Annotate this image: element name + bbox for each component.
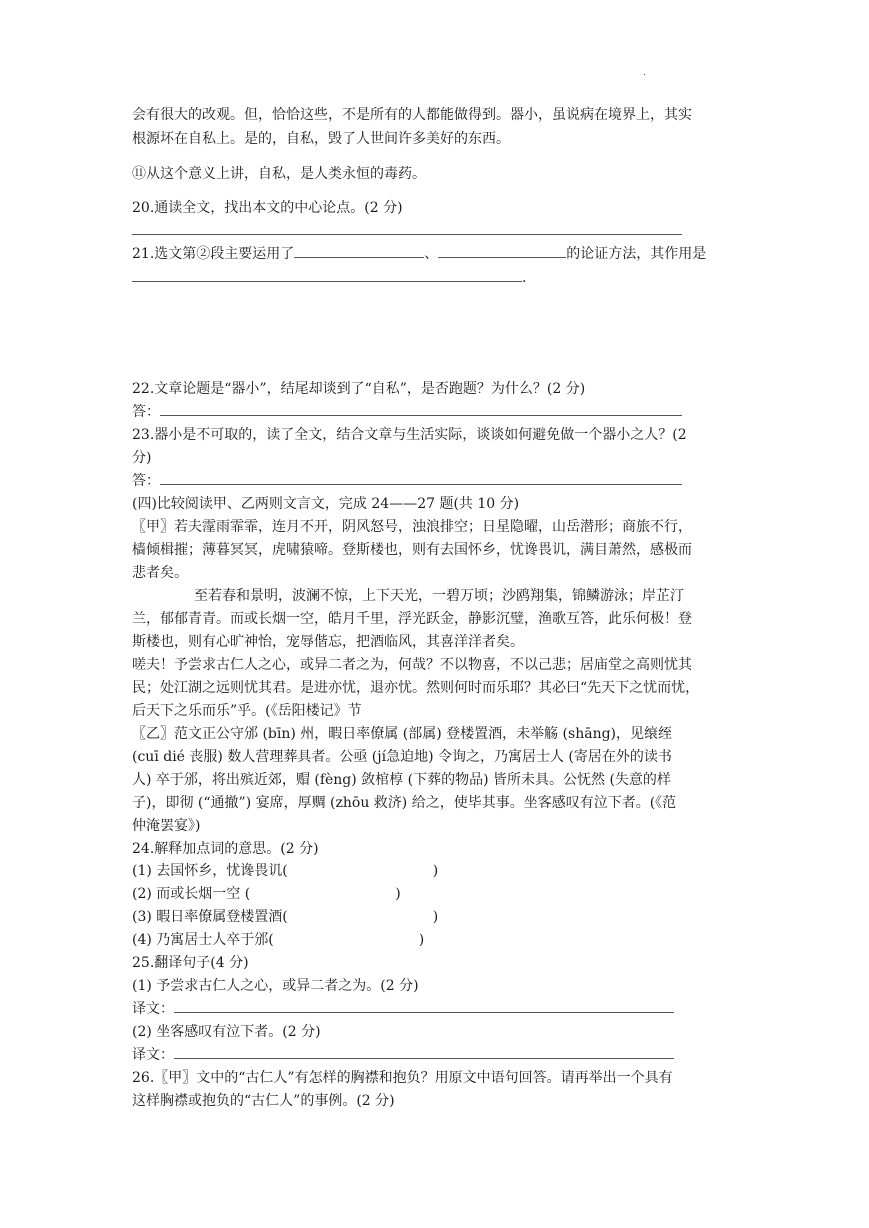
text-line: 悲者矣。 [132, 565, 188, 581]
q21-end: . [522, 270, 527, 286]
question-20: 20.通读全文，找出本文的中心论点。(2 分) [132, 200, 403, 216]
text-line: 〖乙〗范文正公守邠 (bīn) 州，暇日率僚属 (部属) 登楼置酒，未举觞 (shāng)，见缞绖 [132, 726, 673, 742]
question-23: 23.器小是不可取的，读了全文，结合文章与生活实际，谈谈如何避免做一个器小之人？(2 [132, 427, 687, 443]
question-26-cont: 这样胸襟或抱负的“古仁人”的事例。(2 分) [132, 1093, 395, 1109]
blank [160, 472, 682, 485]
paren: ) [432, 909, 439, 925]
text-line: 民；处江湖之远则忧其君。是进亦忧，退亦忧。然则何时而乐耶？其必曰“先天下之忧而忧， [132, 680, 700, 696]
text-line: ⑪从这个意义上讲，自私，是人类永恒的毒药。 [132, 166, 426, 182]
question-26: 26.〖甲〗文中的“古仁人”有怎样的胸襟和抱负？用原文中语句回答。请再举出一个具有 [132, 1070, 673, 1086]
item-text: (4) 乃寓居士人卒于邠( [132, 932, 274, 948]
blank [438, 245, 566, 258]
page-mark: . [643, 68, 646, 78]
text-line: 会有很大的改观。但，恰恰这些，不是所有的人都能做得到。器小，虽说病在境界上，其实 [132, 107, 692, 123]
translation-label: 译文： [132, 1047, 174, 1063]
q21-text-b: 、 [424, 246, 439, 262]
text-line: 兰，郁郁青青。而或长烟一空，皓月千里，浮光跃金，静影沉璧，渔歌互答，此乐何极！登 [132, 611, 692, 627]
translation-1 [132, 998, 752, 1020]
item-text: (1) 去国怀乡，忧谗畏讥( [132, 863, 288, 879]
paren: ) [432, 863, 439, 879]
item-text: (2) 而或长烟一空 ( [132, 886, 251, 902]
blank [294, 245, 424, 258]
translation-label: 译文： [132, 1001, 174, 1017]
section-heading: (四)比较阅读甲、乙两则文言文，完成 24——27 题(共 10 分) [132, 496, 520, 512]
question-23-cont: 分) [132, 450, 152, 466]
text-line: 后天下之乐而乐”乎。(《岳阳楼记》节 [132, 703, 362, 719]
item-text: (3) 暇日率僚属登楼置酒( [132, 909, 288, 925]
paren: ) [395, 886, 401, 902]
q24-item-2 [132, 883, 752, 905]
question-21-cont [132, 267, 752, 289]
q24-item-1 [132, 860, 752, 882]
text-line: 樯倾楫摧；薄暮冥冥，虎啸猿啼。登斯楼也，则有去国怀乡，忧谗畏讥，满目萧然，感极而 [132, 542, 692, 558]
answer-label: 答： [132, 404, 160, 420]
q25-item-2: (2) 坐客感叹有泣下者。(2 分) [132, 1024, 321, 1040]
text-line: 子)，即彻 (“通撤”) 宴席，厚赒 (zhōu 救济) 给之，使毕其事。坐客感叹有泣下者。(《范 [132, 795, 677, 811]
text-line: 嗟夫！予尝求古仁人之心，或异二者之为，何哉？不以物喜，不以己悲；居庙堂之高则忧其 [132, 657, 692, 673]
text-line: 根源坏在自私上。是的，自私，毁了人世间许多美好的东西。 [132, 131, 510, 147]
q21-text-c: 的论证方法，其作用是 [566, 246, 707, 262]
translation-2 [132, 1044, 752, 1066]
blank [160, 403, 682, 416]
question-25: 25.翻译句子(4 分) [132, 955, 249, 971]
text-line: 至若春和景明，波澜不惊，上下天光，一碧万顷；沙鸥翔集，锦鳞游泳；岸芷汀 [194, 588, 684, 604]
question-24: 24.解释加点词的意思。(2 分) [132, 841, 319, 857]
text-line: 人) 卒于邠，将出殡近郊，赗 (fèng) 敛棺椁 (下葬的物品) 皆所未具。公怃然 (失意的样 [132, 772, 671, 788]
blank [174, 1000, 674, 1013]
answer-label: 答： [132, 473, 160, 489]
paren: ) [418, 932, 425, 948]
q21-text-a: 21.选文第②段主要运用了 [132, 246, 295, 262]
text-line: (cuī dié 丧服) 数人营理葬具者。公亟 (jí急迫地) 令询之，乃寓居士人 (寄居在外的读书 [132, 749, 672, 765]
text-line: 〖甲〗若夫霪雨霏霏，连月不开，阴风怒号，浊浪排空；日星隐曜，山岳潜形；商旅不行， [132, 519, 692, 535]
text-line: 斯楼也，则有心旷神怡，宠辱偕忘，把酒临风，其喜洋洋者矣。 [132, 634, 524, 650]
blank [174, 1046, 674, 1059]
q25-item-1: (1) 予尝求古仁人之心，或异二者之为。(2 分) [132, 978, 419, 994]
text-line: 仲淹罢宴》) [132, 818, 201, 834]
blank [132, 269, 522, 282]
question-22: 22.文章论题是“器小”，结尾却谈到了“自私”，是否跑题？为什么？(2 分) [132, 381, 586, 397]
answer-line-20 [132, 220, 752, 242]
q24-item-4 [132, 929, 752, 951]
answer-23 [132, 470, 752, 492]
q24-item-3 [132, 906, 752, 928]
question-21 [132, 243, 752, 265]
answer-22 [132, 401, 752, 423]
